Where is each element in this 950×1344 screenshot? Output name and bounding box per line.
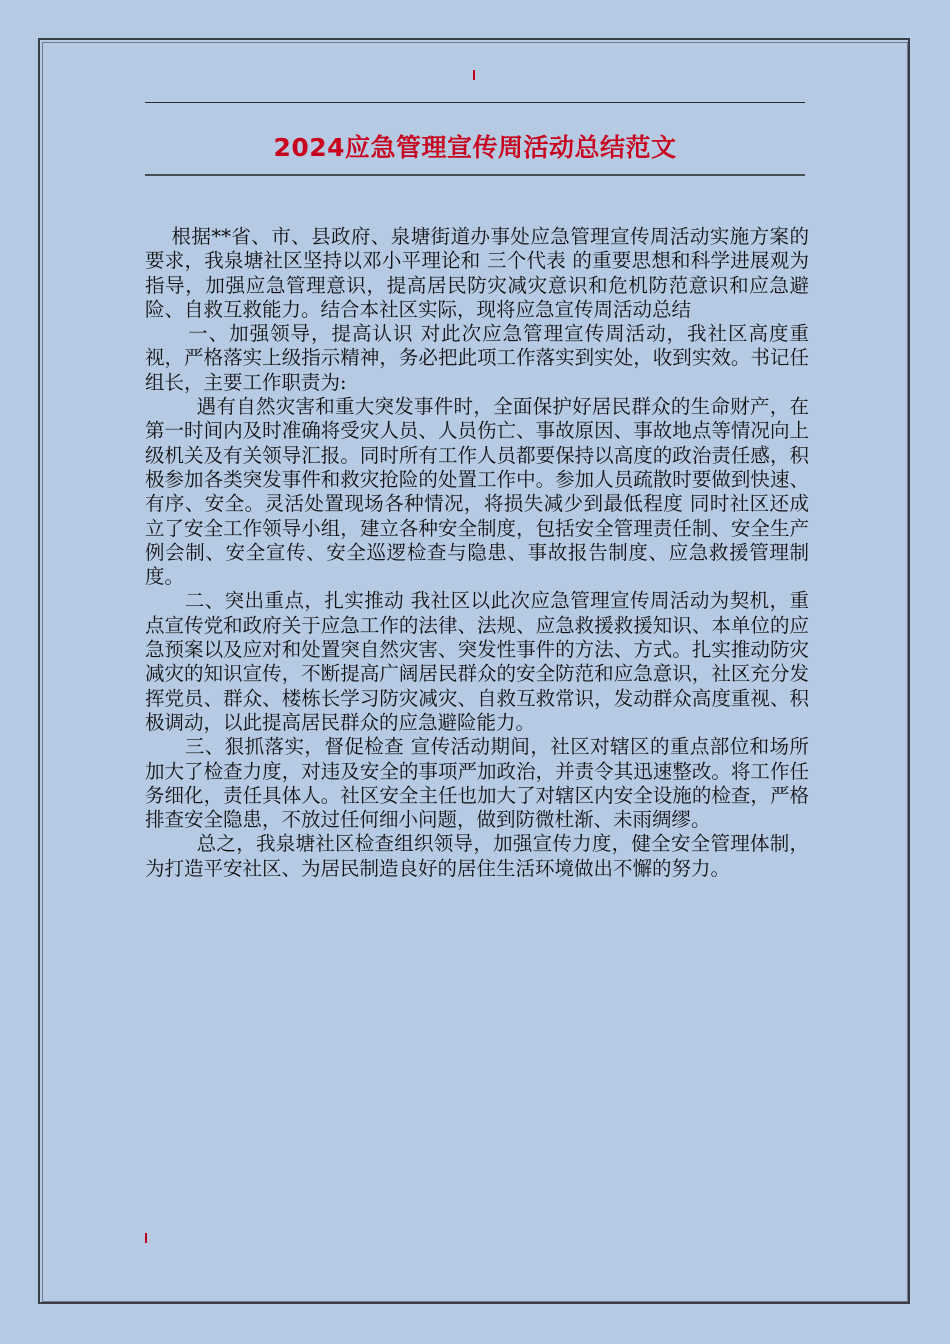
document-body: [145, 225, 809, 881]
paragraph-section-2: 二、突出重点，扎实推动 我社区以此次应急管理宣传周活动为契机，重点宣传党和政府关于应急工作的法律、法规、应急救援救援知识、本单位的应急预案以及应对和处置突自然灾害、突发性事件的方法、方式。扎实推动防灾减灾的知识宣传，不断提高广阔居民群众的安全防范和应急意识，社区充分发挥党员、群众、楼栋长学习防灾减灾、自救互救常识，发动群众高度重视、积极调动，以此提高居民群众的应急避险能力。: [145, 589, 809, 734]
paragraph-intro: 根据**省、市、县政府、泉塘街道办事处应急管理宣传周活动实施方案的要求，我泉塘社区坚持以邓小平理论和 三个代表 的重要思想和科学进展观为指导，加强应急管理意识，提高居民防灾减灾意识和危机防范意识和应急避险、自救互救能力。结合本社区实际，现将应急宣传周活动总结: [145, 225, 809, 321]
header-rule: [145, 102, 805, 103]
header-cursor-mark: [473, 70, 475, 80]
paragraph-conclusion: 总之，我泉塘社区检查组织领导，加强宣传力度，健全安全管理体制，为打造平安社区、为居民制造良好的居住生活环境做出不懈的努力。: [145, 832, 809, 880]
paragraph-section-3: 三、狠抓落实，督促检查 宣传活动期间，社区对辖区的重点部位和场所加大了检查力度，对违及安全的事项严加政治，并责令其迅速整改。将工作任务细化，责任具体人。社区安全主任也加大了对辖区内安全设施的检查，严格排查安全隐患，不放过任何细小问题，做到防微杜渐、未雨绸缪。: [145, 735, 809, 832]
title-underline: [145, 174, 805, 176]
paragraph-section-1-duties: 遇有自然灾害和重大突发事件时，全面保护好居民群众的生命财产，在第一时间内及时准确将受灾人员、人员伤亡、事故原因、事故地点等情况向上级机关及有关领导汇报。同时所有工作人员都要保持以高度的政治责任感，积极参加各类突发事件和救灾抢险的处置工作中。参加人员疏散时要做到快速、有序、安全。灵活处置现场各种情况，将损失减少到最低程度 同时社区还成立了安全工作领导小组，建立各种安全制度，包括安全管理责任制、安全生产例会制、安全宣传、安全巡逻检查与隐患、事故报告制度、应急救援管理制度。: [145, 395, 809, 589]
paragraph-section-1: 一、加强领导，提高认识 对此次应急管理宣传周活动，我社区高度重视，严格落实上级指示精神，务必把此项工作落实到实处，收到实效。书记任组长，主要工作职责为:: [145, 322, 809, 394]
footer-cursor-mark: [145, 1233, 147, 1243]
document-title: 2024应急管理宣传周活动总结范文: [273, 133, 677, 162]
